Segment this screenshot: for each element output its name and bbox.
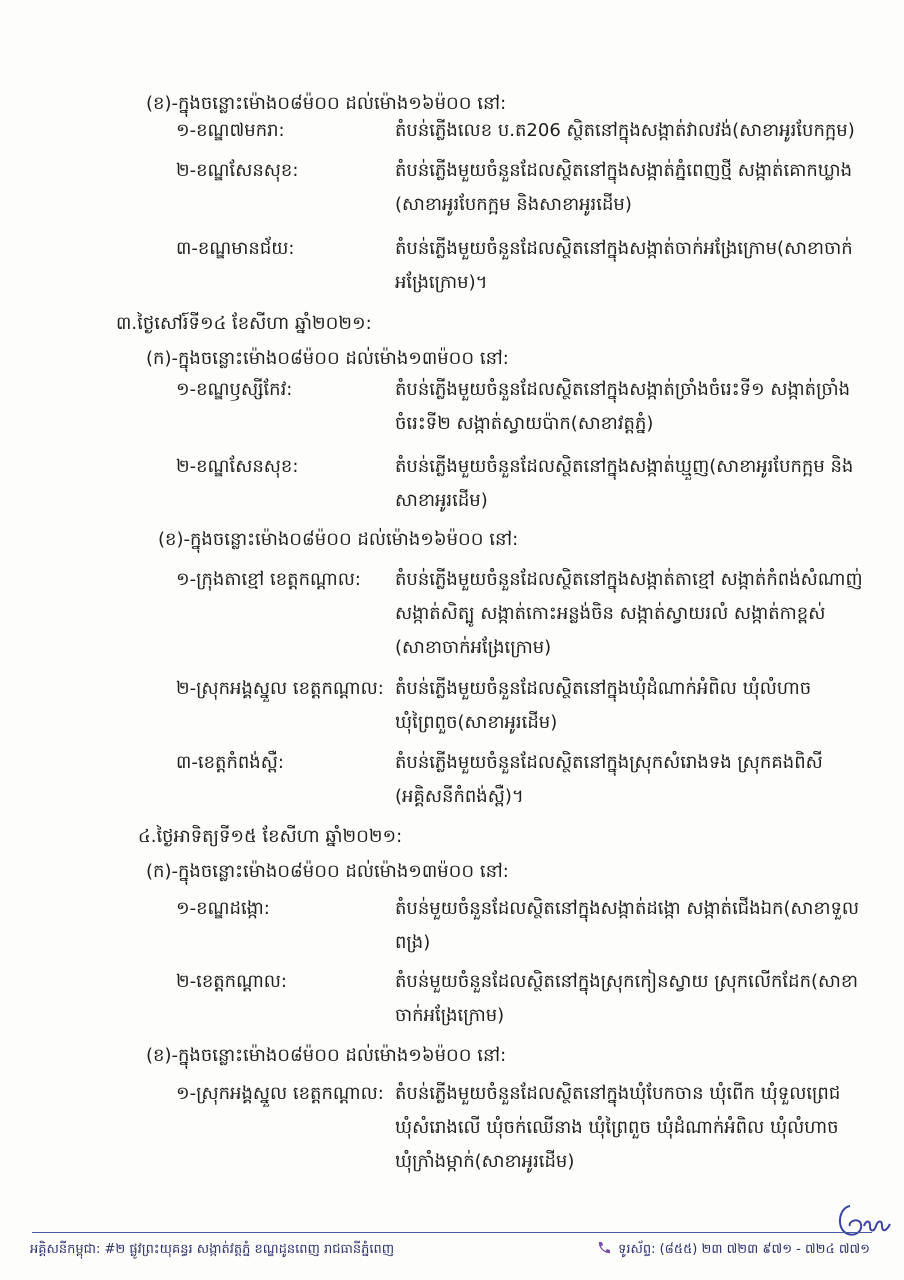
district-label: ១-ក្រុងតាខ្មៅ ខេត្តកណ្តាល: bbox=[176, 569, 361, 590]
area-description: តំបន់ភ្លើងមួយចំនួនដែលស្ថិតនៅក្នុងសង្កាត់ច្រាំងចំរេះទី១ សង្កាត់ច្រាំង ចំរេះទី២ សង្កាត់ស្វាយប៉ាក(សាខាវត្តភ្នំ) bbox=[395, 379, 851, 434]
footer-address: អគ្គិសនីកម្ពុជា: #២ ផ្លូវព្រះយុគន្ធរ សង្កាត់វត្តភ្នំ ខណ្ឌដូនពេញ រាជធានីភ្នំពេញ bbox=[30, 1242, 395, 1257]
district-label: ១-ស្រុកអង្គស្នួល ខេត្តកណ្តាល: bbox=[176, 1083, 384, 1104]
district-label: ៣-ខេត្តកំពង់ស្ពឺ: bbox=[176, 752, 284, 773]
area-description: តំបន់ភ្លើងមួយចំនួនដែលស្ថិតនៅក្នុងសង្កាត់ឃ្មួញ(សាខាអូរបែកក្អម និង សាខាអូរដើម) bbox=[395, 456, 854, 511]
date-heading: ៣.ថ្ងៃសៅរ៍ទី១៤ ខែសីហា ឆ្នាំ២០២១: bbox=[116, 313, 372, 334]
footer-phone bbox=[596, 1240, 870, 1260]
district-label: ១-ខណ្ឌដង្កោ: bbox=[176, 898, 270, 919]
area-description: តំបន់ភ្លើងមួយចំនួនដែលស្ថិតនៅក្នុងឃុំបែកចាន ឃុំពើក ឃុំទួលព្រេជ ឃុំសំរោងលើ ឃុំចក់ឈើនាង ឃុំព្រៃពួច ឃុំដំណាក់អំពិល ឃុំលំហាច ឃុំក្រាំងម្កាក់(សាខាអូរដើម) bbox=[395, 1083, 841, 1172]
area-description: តំបន់ភ្លើងមួយចំនួនដែលស្ថិតនៅក្នុងស្រុកសំរោងទង ស្រុកគងពិសី (អគ្គិសនីកំពង់ស្ពឺ)។ bbox=[395, 752, 823, 807]
area-description: តំបន់ភ្លើងមួយចំនួនដែលស្ថិតនៅក្នុងឃុំដំណាក់អំពិល ឃុំលំហាច ឃុំព្រៃពួច(សាខាអូរដើម) bbox=[395, 678, 812, 733]
district-label: ២-ខណ្ឌសែនសុខ: bbox=[176, 160, 299, 181]
time-range-heading: (ក)-ក្នុងចន្លោះម៉ោង០៨ម៉០០ ដល់ម៉ោង១៣ម៉០០ នៅ: bbox=[146, 348, 509, 369]
district-label: ១-ខណ្ឌ៧មករា: bbox=[176, 120, 285, 141]
footer-rule bbox=[32, 1232, 872, 1233]
time-range-heading: (ក)-ក្នុងចន្លោះម៉ោង០៨ម៉០០ ដល់ម៉ោង១៣ម៉០០ នៅ: bbox=[146, 861, 509, 882]
area-description: តំបន់ភ្លើងមួយចំនួនដែលស្ថិតនៅក្នុងសង្កាត់ភ្នំពេញថ្មី សង្កាត់គោកឃ្លាង (សាខាអូរបែកក្អម និងសាខាអូរដើម) bbox=[395, 160, 853, 215]
area-description: តំបន់ភ្លើងមួយចំនួនដែលស្ថិតនៅក្នុងសង្កាត់ចាក់អង្រែក្រោម(សាខាចាក់ អង្រែក្រោម)។ bbox=[395, 238, 853, 293]
footer-phone-text: ទូរស័ព្ទ: (៨៥៥) ២៣ ៧២៣ ៩៧១ - ៧២៤ ៧៧១ bbox=[618, 1242, 870, 1257]
district-label: ៣-ខណ្ឌមានជ័យ: bbox=[176, 238, 295, 259]
time-range-heading: (ខ)-ក្នុងចន្លោះម៉ោង០៨ម៉០០ ដល់ម៉ោង១៦ម៉០០ នៅ: bbox=[146, 93, 507, 114]
district-label: ២-ស្រុកអង្គស្នួល ខេត្តកណ្តាល: bbox=[176, 678, 384, 699]
area-description: តំបន់ភ្លើងមួយចំនួនដែលស្ថិតនៅក្នុងសង្កាត់តាខ្មៅ សង្កាត់កំពង់សំណាញ់ សង្កាត់សិត្បូ សង្កាត់កោះអន្លង់ចិន សង្កាត់ស្វាយរលំ សង្កាត់កាខ្ពស់ (សាខាចាក់អង្រែក្រោម) bbox=[395, 569, 863, 658]
date-heading: ៤.ថ្ងៃអាទិត្យទី១៥ ខែសីហា ឆ្នាំ២០២១: bbox=[138, 826, 403, 847]
district-label: ២-ខណ្ឌសែនសុខ: bbox=[176, 456, 299, 477]
area-description: តំបន់មួយចំនួនដែលស្ថិតនៅក្នុងស្រុកកៀនស្វាយ ស្រុកលើកដែក(សាខា ចាក់អង្រែក្រោម) bbox=[395, 971, 859, 1026]
district-label: ២-ខេត្តកណ្តាល: bbox=[176, 971, 287, 992]
area-description: តំបន់មួយចំនួនដែលស្ថិតនៅក្នុងសង្កាត់ដង្កោ សង្កាត់ជើងឯក(សាខាទួល ពង្រ) bbox=[395, 898, 860, 953]
area-description: តំបន់ភ្លើងលេខ ប.ត206 ស្ថិតនៅក្នុងសង្កាត់វាលវង់(សាខាអូរបែកក្អម) bbox=[395, 120, 855, 141]
phone-icon bbox=[596, 1240, 612, 1256]
time-range-heading: (ខ)-ក្នុងចន្លោះម៉ោង០៨ម៉០០ ដល់ម៉ោង១៦ម៉០០ នៅ: bbox=[158, 529, 519, 550]
district-label: ១-ខណ្ឌឫស្សីកែវ: bbox=[176, 379, 293, 400]
time-range-heading: (ខ)-ក្នុងចន្លោះម៉ោង០៨ម៉០០ ដល់ម៉ោង១៦ម៉០០ នៅ: bbox=[146, 1045, 507, 1066]
